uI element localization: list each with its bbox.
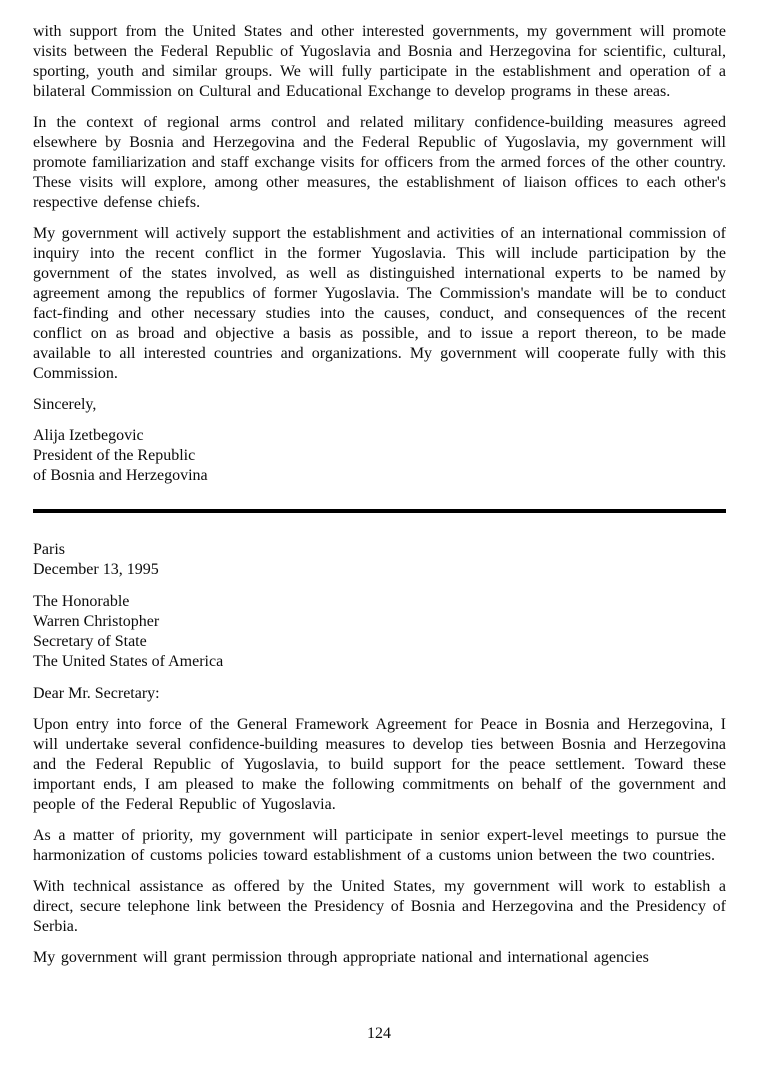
- recipient-title: Secretary of State: [33, 633, 147, 650]
- paragraph-grant-permission: My government will grant permission through appropriate national and international agencies: [33, 949, 649, 966]
- dateline-block: [33, 540, 726, 580]
- page-number: 124: [367, 1025, 391, 1042]
- dateline-date: December 13, 1995: [33, 561, 159, 578]
- letter-izetbegovic-end: [33, 22, 726, 486]
- paragraph-commission-inquiry: My government will actively support the establishment and activities of an international commission of inquiry into the recent conflict in the former Yugoslavia. This will include participation by the government of the states involved, as well as distinguished international experts to be named by agreement among the republics of former Yugoslavia. The Commission's mandate will be to conduct fact-finding and other necessary studies into the causes, conduct, and consequences of the recent conflict on as broad and objective a basis as possible, and to issue a report thereon, to be made available to all interested countries and organizations. My government will cooperate fully with this Commission.: [33, 225, 726, 382]
- paragraph-customs-union: As a matter of priority, my government will participate in senior expert-level meetings to pursue the harmonization of customs policies toward establishment of a customs union between the two countries.: [33, 827, 726, 864]
- paragraph-cultural-exchange: with support from the United States and other interested governments, my government will promote visits between the Federal Republic of Yugoslavia and Bosnia and Herzegovina for scientific, cultural, sporting, youth and similar groups. We will fully participate in the establishment and operation of a bilateral Commission on Cultural and Educational Exchange to develop programs in these areas.: [33, 23, 726, 100]
- recipient-name: Warren Christopher: [33, 613, 160, 630]
- paragraph-arms-control: In the context of regional arms control and related military confidence-building measures agreed elsewhere by Bosnia and Herzegovina and the Federal Republic of Yugoslavia, my government will promote familiarization and staff exchange visits for officers from the armed forces of the other country. These visits will explore, among other measures, the establishment of liaison offices to each other's respective defense chiefs.: [33, 114, 726, 211]
- signature-name: Alija Izetbegovic: [33, 427, 144, 444]
- signature-title-line-1: President of the Republic: [33, 447, 196, 464]
- recipient-country: The United States of America: [33, 653, 224, 670]
- closing-sincerely: Sincerely,: [33, 396, 97, 413]
- paragraph-telephone-link: With technical assistance as offered by the United States, my government will work to establish a direct, secure telephone link between the Presidency of Bosnia and Herzegovina and the Presidency of Serbia.: [33, 878, 726, 935]
- paragraph-framework-agreement: Upon entry into force of the General Framework Agreement for Peace in Bosnia and Herzegovina, I will undertake several confidence-building measures to develop ties between Bosnia and Herzegovina and the Federal Republic of Yugoslavia, to build support for the peace settlement. Toward these important ends, I am pleased to make the following commitments on behalf of the government and people of the Federal Republic of Yugoslavia.: [33, 716, 726, 813]
- section-divider-rule: [33, 509, 726, 513]
- signature-block: [33, 426, 726, 486]
- salutation: Dear Mr. Secretary:: [33, 685, 160, 702]
- dateline-place: Paris: [33, 541, 65, 558]
- signature-title-line-2: of Bosnia and Herzegovina: [33, 467, 208, 484]
- recipient-block: [33, 592, 726, 672]
- recipient-honorific: The Honorable: [33, 593, 130, 610]
- letter-to-christopher: [33, 540, 726, 968]
